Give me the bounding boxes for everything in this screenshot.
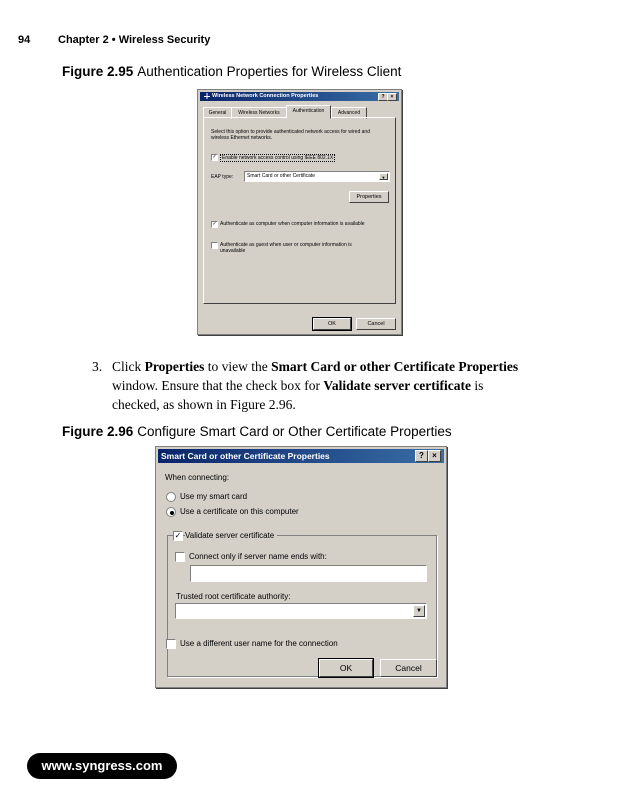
- tab-authentication[interactable]: Authentication: [286, 105, 331, 119]
- step-3-paragraph: [92, 357, 532, 414]
- validate-server-label: Validate server certificate: [185, 531, 277, 540]
- enable-8021x-checkbox[interactable]: ✓: [212, 154, 217, 160]
- figure-title: Authentication Properties for Wireless Client: [137, 64, 402, 79]
- authentication-panel: [203, 117, 396, 304]
- dialog-titlebar: [200, 92, 399, 101]
- step-text-run: is checked, as shown in Figure 2.96.: [112, 378, 484, 412]
- validate-server-checkbox[interactable]: ✓: [174, 531, 182, 540]
- connect-only-label: Connect only if server name ends with:: [189, 552, 327, 561]
- figure-caption-2-96: [62, 424, 452, 439]
- enable-8021x-label: Enable network access control using IEEE 802.1X: [222, 155, 334, 161]
- description-text: Select this option to provide authenticated network access for wired and wireless Ethernet networks.: [211, 129, 370, 141]
- step-text-bold: Validate server certificate: [323, 378, 472, 393]
- tab-wireless-networks[interactable]: Wireless Networks: [231, 107, 287, 119]
- help-button[interactable]: ?: [378, 93, 388, 101]
- trusted-root-label: Trusted root certificate authority:: [176, 592, 291, 601]
- cancel-button[interactable]: Cancel: [380, 659, 437, 677]
- use-certificate-radio[interactable]: [166, 507, 176, 517]
- help-button[interactable]: ?: [415, 450, 428, 462]
- chapter-title: Chapter 2 • Wireless Security: [58, 34, 211, 46]
- server-name-input[interactable]: [190, 565, 427, 582]
- trusted-root-select[interactable]: [175, 603, 427, 619]
- publisher-url-badge[interactable]: www.syngress.com: [27, 753, 177, 779]
- cancel-button[interactable]: Cancel: [356, 318, 396, 330]
- step-number: 3.: [92, 359, 103, 374]
- close-button[interactable]: ×: [428, 450, 441, 462]
- ok-button[interactable]: OK: [319, 659, 373, 677]
- figure-caption-2-95: [62, 64, 401, 79]
- step-text-run: to view the: [204, 359, 272, 374]
- dialog-titlebar: [158, 449, 444, 463]
- eap-type-select[interactable]: [244, 171, 390, 182]
- different-user-label: Use a different user name for the connection: [180, 639, 338, 648]
- figure-label: Figure 2.96: [62, 424, 134, 439]
- step-text-bold: Smart Card or other Certificate Properties: [271, 359, 519, 374]
- use-smart-card-radio[interactable]: [166, 492, 176, 502]
- close-button[interactable]: ×: [387, 93, 397, 101]
- ok-button[interactable]: OK: [313, 318, 351, 330]
- step-text-bold: Properties: [144, 359, 205, 374]
- properties-button[interactable]: Properties: [349, 191, 389, 203]
- eap-type-value: Smart Card or other Certificate: [247, 173, 316, 179]
- auth-computer-checkbox[interactable]: ✓: [212, 221, 217, 227]
- different-user-checkbox[interactable]: [166, 639, 176, 649]
- when-connecting-label: When connecting:: [165, 473, 230, 482]
- connect-only-checkbox[interactable]: [175, 552, 185, 562]
- network-icon: [203, 92, 211, 104]
- chevron-down-icon[interactable]: ▼: [413, 605, 425, 617]
- dialog-title: Smart Card or other Certificate Properties: [161, 451, 330, 461]
- step-text-run: window. Ensure that the check box for: [112, 378, 324, 393]
- step-text-run: Click: [112, 359, 145, 374]
- auth-guest-checkbox[interactable]: [211, 242, 218, 249]
- figure-label: Figure 2.95: [62, 64, 134, 79]
- eap-type-label: EAP type:: [211, 174, 234, 180]
- auth-guest-label: Authenticate as guest when user or computer information is unavailable: [220, 242, 352, 254]
- figure-title: Configure Smart Card or Other Certificate Properties: [137, 424, 452, 439]
- auth-computer-label: Authenticate as computer when computer information is available: [220, 221, 365, 227]
- tab-advanced[interactable]: Advanced: [331, 107, 367, 119]
- dialog-title: Wireless Network Connection Properties: [212, 93, 319, 99]
- wireless-connection-properties-dialog: [197, 89, 402, 335]
- running-header: [18, 34, 211, 46]
- use-certificate-label: Use a certificate on this computer: [180, 507, 299, 516]
- step-text: [112, 357, 532, 414]
- tab-general[interactable]: General: [203, 107, 232, 119]
- page-number: 94: [18, 34, 31, 46]
- smart-card-certificate-properties-dialog: [155, 446, 447, 688]
- use-smart-card-label: Use my smart card: [180, 492, 248, 501]
- chevron-down-icon[interactable]: ▼: [379, 173, 388, 180]
